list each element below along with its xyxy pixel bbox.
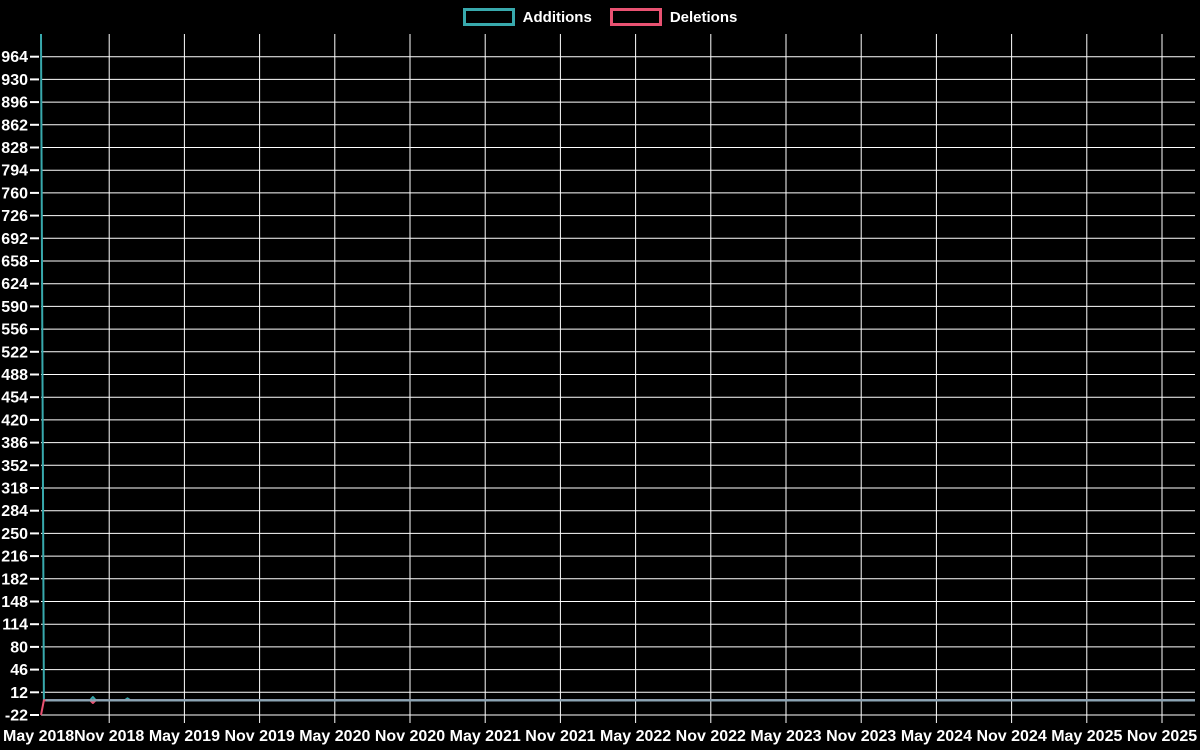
y-tick-label: -22 — [4, 707, 28, 725]
legend-label-additions: Additions — [522, 8, 592, 26]
deletions-line — [41, 700, 1195, 715]
y-tick-label: 284 — [1, 503, 28, 521]
y-tick-label: 522 — [1, 344, 28, 362]
x-tick-label: Nov 2018 — [74, 728, 145, 745]
y-tick-label: 658 — [1, 253, 28, 271]
y-tick-label: 148 — [1, 594, 28, 611]
x-tick-label: Nov 2020 — [374, 728, 446, 745]
x-tick-label: Nov 2024 — [976, 728, 1047, 745]
x-tick-label: May 2018 — [3, 728, 75, 745]
y-tick-label: 624 — [1, 276, 28, 294]
y-tick-label: 386 — [1, 435, 28, 453]
legend-item-additions[interactable] — [463, 8, 592, 26]
x-tick-label: May 2025 — [1051, 728, 1123, 745]
y-tick-label: 964 — [1, 49, 28, 67]
y-tick-label: 930 — [1, 71, 28, 89]
y-tick-label: 556 — [1, 321, 28, 339]
x-tick-label: May 2019 — [148, 728, 220, 745]
y-tick-label: 862 — [1, 117, 28, 135]
y-tick-label: 114 — [2, 616, 28, 634]
x-tick-label: Nov 2025 — [1126, 728, 1198, 745]
additions-swatch-icon — [463, 8, 515, 26]
legend-item-deletions[interactable] — [610, 8, 738, 26]
y-tick-label: 896 — [1, 94, 28, 112]
x-tick-label: May 2020 — [299, 728, 371, 745]
chart-legend — [0, 8, 1200, 26]
x-tick-label: Nov 2021 — [525, 728, 596, 745]
legend-label-deletions: Deletions — [669, 8, 738, 26]
y-tick-label: 318 — [1, 480, 28, 498]
y-tick-label: 80 — [10, 639, 28, 657]
y-tick-label: 250 — [1, 525, 28, 543]
y-tick-label: 828 — [1, 140, 28, 157]
x-tick-label: Nov 2019 — [224, 728, 295, 745]
y-tick-label: 182 — [1, 571, 28, 589]
y-tick-label: 216 — [1, 548, 28, 566]
x-tick-label: Nov 2022 — [675, 728, 746, 745]
x-tick-label: May 2023 — [750, 728, 822, 745]
y-tick-label: 692 — [1, 230, 28, 248]
x-tick-label: May 2024 — [900, 728, 972, 745]
y-tick-label: 794 — [1, 162, 28, 180]
y-tick-label: 12 — [10, 684, 28, 702]
x-tick-label: Nov 2023 — [826, 728, 897, 745]
y-tick-label: 420 — [1, 412, 28, 430]
y-tick-label: 352 — [1, 457, 28, 475]
y-tick-label: 454 — [1, 389, 28, 407]
y-tick-label: 726 — [1, 208, 28, 226]
x-tick-label: May 2022 — [600, 728, 672, 745]
x-tick-label: May 2021 — [449, 728, 521, 745]
y-tick-label: 46 — [10, 662, 28, 680]
deletions-swatch-icon — [610, 8, 662, 26]
y-tick-label: 488 — [1, 367, 28, 384]
y-tick-label: 760 — [1, 185, 28, 203]
additions-line — [41, 34, 1195, 700]
y-tick-label: 590 — [1, 298, 28, 316]
